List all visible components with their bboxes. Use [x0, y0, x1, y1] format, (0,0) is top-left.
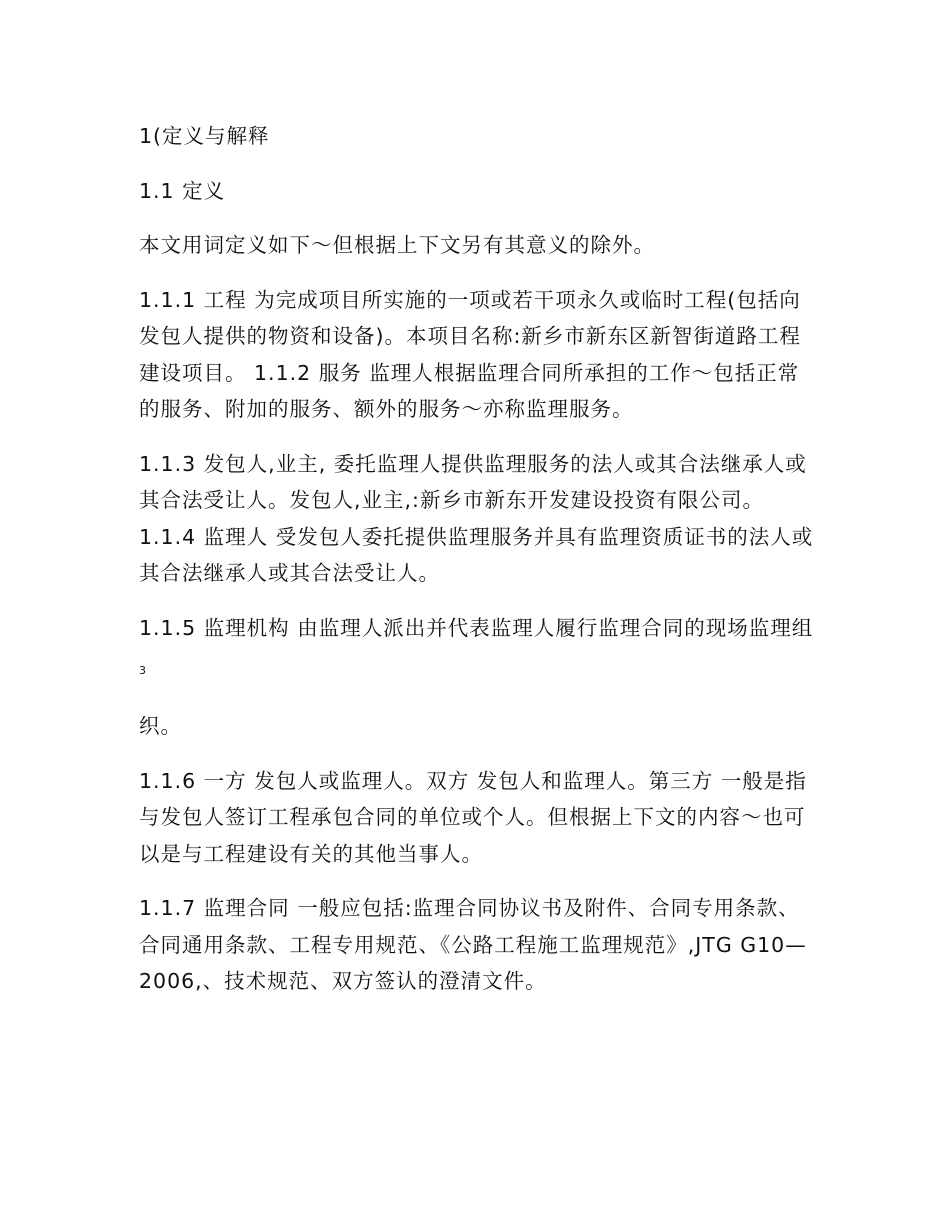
section-heading: 1(定义与解释 [139, 124, 270, 148]
paragraph-1-1-6: 1.1.6 一方 发包人或监理人。双方 发包人和监理人。第三方 一般是指与发包人签订工程承包合同的单位或个人。但根据上下文的内容～也可以是与工程建设有关的其他当事人。 [139, 768, 807, 866]
paragraph-1-1-1: 1.1.1 工程 为完成项目所实施的一项或若干项永久或临时工程(包括向发包人提供的物资和设备)。本项目名称:新乡市新东区新智街道路工程建设项目。 1.1.2 服务 监理人根据监理合同所承担的工作～包括正常的服务、附加的服务、额外的服务～亦称监理服务。 [139, 287, 801, 421]
page-number: 3 [139, 664, 146, 677]
paragraph-continued: 织。 [139, 714, 182, 738]
intro-paragraph: 本文用词定义如下～但根据上下文另有其意义的除外。 [139, 233, 655, 257]
paragraph-1-1-7: 1.1.7 监理合同 一般应包括:监理合同协议书及附件、合同专用条款、合同通用条款、工程专用规范、《公路工程施工监理规范》,JTG G10—2006,、技术规范、双方签认的澄清文件。 [139, 896, 807, 993]
paragraph-1-1-3: 1.1.3 发包人,业主, 委托监理人提供监理服务的法人或其合法继承人或其合法受让人。发包人,业主,:新乡市新东开发建设投资有限公司。 1.1.4 监理人 受发包人委托提供监理服务并具有监理资质证书的法人或其合法继承人或其合法受让人。 [139, 451, 814, 585]
paragraph-1-1-5: 1.1.5 监理机构 由监理人派出并代表监理人履行监理合同的现场监理组 [139, 615, 814, 640]
document-body [139, 118, 819, 1018]
subsection-heading: 1.1 定义 [139, 178, 226, 203]
